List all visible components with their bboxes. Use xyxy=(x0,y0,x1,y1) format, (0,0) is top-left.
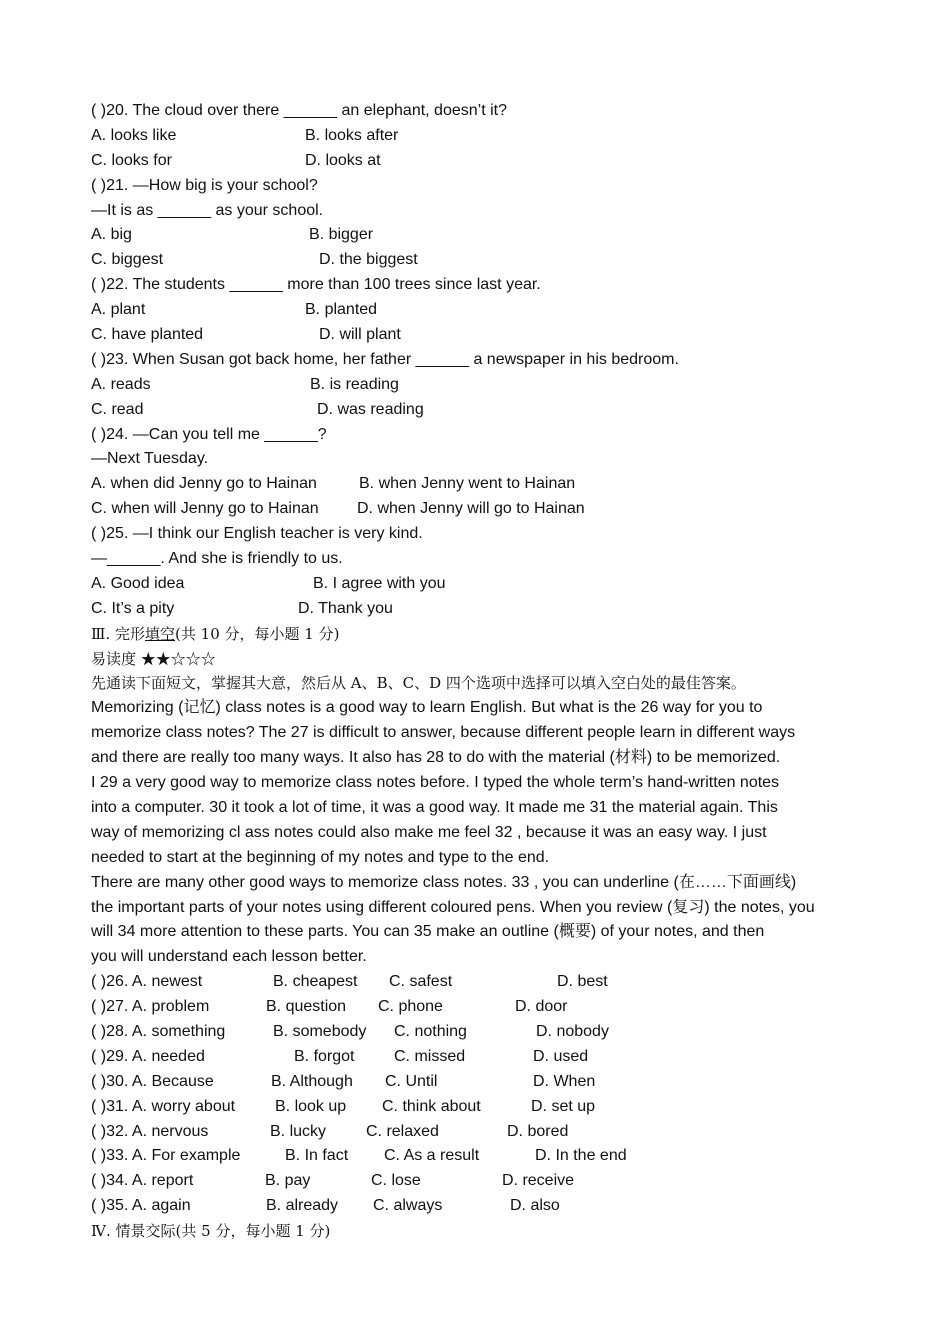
question-21-options-ab xyxy=(91,223,871,248)
option-b: B. bigger xyxy=(309,226,374,244)
cloze-option-c: C. think about xyxy=(382,1097,481,1115)
cloze-option-d: D. bored xyxy=(507,1122,569,1140)
option-c: C. read xyxy=(91,400,144,418)
question-25-options-cd xyxy=(91,597,871,622)
passage-line: needed to start at the beginning of my notes and type to the end. xyxy=(91,848,550,866)
cloze-item-32 xyxy=(91,1120,871,1145)
option-a: A. Good idea xyxy=(91,574,185,592)
option-d: D. looks at xyxy=(305,151,381,169)
question-23-options-cd xyxy=(91,398,871,423)
question-24-stem2: —Next Tuesday. xyxy=(91,450,209,468)
cloze-item-26 xyxy=(91,970,871,995)
difficulty-rating: 易读度 ★★☆☆☆ xyxy=(91,649,216,668)
cloze-option-b: B. already xyxy=(266,1197,339,1215)
question-21-stem: ( )21. —How big is your school? xyxy=(91,176,318,194)
option-c: C. It’s a pity xyxy=(91,599,175,617)
option-b: B. planted xyxy=(305,301,378,319)
cloze-option-a: ( )35. A. again xyxy=(91,1197,191,1215)
option-b: B. I agree with you xyxy=(313,574,446,592)
question-20-stem: ( )20. The cloud over there ______ an elephant, doesn’t it? xyxy=(91,102,507,119)
option-d: D. the biggest xyxy=(319,251,418,269)
option-c: C. have planted xyxy=(91,326,204,344)
option-d: D. when Jenny will go to Hainan xyxy=(357,500,585,518)
cloze-option-b: B. In fact xyxy=(285,1147,349,1165)
cloze-option-a: ( )33. A. For example xyxy=(91,1147,241,1165)
cloze-item-30 xyxy=(91,1070,871,1095)
question-25-options-ab xyxy=(91,572,871,597)
passage-line: into a computer. 30 it took a lot of time, it was a good way. It made me 31 the material again. This xyxy=(91,798,778,816)
question-22-options-ab xyxy=(91,298,871,323)
section-4-heading: Ⅳ. 情景交际(共 5 分，每小题 1 分) xyxy=(91,1222,331,1241)
cloze-item-35 xyxy=(91,1194,871,1219)
cloze-option-c: C. Until xyxy=(385,1072,438,1090)
section-3-instruction: 先通读下面短文，掌握其大意，然后从 A、B、C、D 四个选项中选择可以填入空白处的最佳答案。 xyxy=(91,674,746,693)
cloze-item-34 xyxy=(91,1169,871,1194)
cloze-option-d: D. set up xyxy=(531,1097,596,1115)
cloze-option-c: C. lose xyxy=(371,1172,421,1190)
option-a: A. big xyxy=(91,226,132,244)
option-b: B. when Jenny went to Hainan xyxy=(359,475,576,493)
cloze-option-c: C. safest xyxy=(389,973,453,991)
question-25-stem2: —______. And she is friendly to us. xyxy=(91,550,343,568)
question-22-options-cd xyxy=(91,323,871,348)
cloze-option-a: ( )28. A. something xyxy=(91,1022,226,1040)
passage-line: and there are really too many ways. It also has 28 to do with the material (材料) to be memorized. xyxy=(91,749,781,767)
cloze-option-d: D. also xyxy=(510,1197,560,1215)
question-23-options-ab xyxy=(91,373,871,398)
option-c: C. looks for xyxy=(91,151,172,169)
passage-line: I 29 a very good way to memorize class notes before. I typed the whole term’s hand-written notes xyxy=(91,774,780,792)
option-c: C. biggest xyxy=(91,251,164,269)
cloze-link[interactable]: 填空 xyxy=(145,624,176,643)
question-25-stem: ( )25. —I think our English teacher is very kind. xyxy=(91,525,423,543)
passage-line: memorize class notes? The 27 is difficult to answer, because different people learn in different ways xyxy=(91,724,796,742)
question-24-stem: ( )24. —Can you tell me ______? xyxy=(91,425,327,443)
question-24-options-ab xyxy=(91,472,871,497)
option-a: A. reads xyxy=(91,375,151,393)
question-24-options-cd xyxy=(91,497,871,522)
cloze-option-a: ( )34. A. report xyxy=(91,1172,194,1190)
cloze-option-d: D. receive xyxy=(502,1172,575,1190)
cloze-option-b: B. question xyxy=(266,998,347,1016)
question-20-options-cd xyxy=(91,149,871,174)
cloze-option-d: D. When xyxy=(533,1072,596,1090)
cloze-option-a: ( )32. A. nervous xyxy=(91,1122,209,1140)
cloze-option-a: ( )30. A. Because xyxy=(91,1072,214,1090)
cloze-option-b: B. look up xyxy=(275,1097,347,1115)
cloze-option-c: C. always xyxy=(373,1197,443,1215)
cloze-option-a: ( )31. A. worry about xyxy=(91,1097,236,1115)
option-b: B. is reading xyxy=(310,375,399,393)
cloze-passage xyxy=(91,696,871,970)
question-20-options-ab xyxy=(91,124,871,149)
passage-line: will 34 more attention to these parts. You can 35 make an outline (概要) of your notes, and then xyxy=(91,923,765,941)
cloze-option-b: B. Although xyxy=(271,1072,353,1090)
question-23-stem: ( )23. When Susan got back home, her father ______ a newspaper in his bedroom. xyxy=(91,350,679,368)
option-d: D. was reading xyxy=(317,400,424,418)
cloze-option-c: C. nothing xyxy=(394,1022,467,1040)
cloze-option-c: C. phone xyxy=(378,998,443,1016)
section-3-heading: Ⅲ. 完形填空(共 10 分，每小题 1 分) xyxy=(91,624,340,643)
passage-line: Memorizing (记忆) class notes is a good way to learn English. But what is the 26 way for you to xyxy=(91,699,763,717)
option-b: B. looks after xyxy=(305,126,399,144)
cloze-option-c: C. missed xyxy=(394,1047,466,1065)
cloze-item-27 xyxy=(91,995,871,1020)
cloze-option-a: ( )26. A. newest xyxy=(91,973,203,991)
option-a: A. looks like xyxy=(91,126,177,144)
cloze-option-a: ( )27. A. problem xyxy=(91,998,210,1016)
cloze-option-d: D. best xyxy=(557,973,608,991)
cloze-option-b: B. cheapest xyxy=(273,973,358,991)
cloze-option-d: D. In the end xyxy=(535,1147,627,1165)
question-22-stem: ( )22. The students ______ more than 100 trees since last year. xyxy=(91,276,541,294)
cloze-option-c: C. relaxed xyxy=(366,1122,439,1140)
cloze-option-b: B. pay xyxy=(265,1172,311,1190)
cloze-item-28 xyxy=(91,1020,871,1045)
option-a: A. when did Jenny go to Hainan xyxy=(91,475,317,493)
option-a: A. plant xyxy=(91,301,146,319)
option-c: C. when will Jenny go to Hainan xyxy=(91,500,319,518)
option-d: D. will plant xyxy=(319,326,401,344)
cloze-item-29 xyxy=(91,1045,871,1070)
question-21-options-cd xyxy=(91,248,871,273)
option-d: D. Thank you xyxy=(298,599,393,617)
cloze-option-c: C. As a result xyxy=(384,1147,480,1165)
cloze-option-a: ( )29. A. needed xyxy=(91,1047,205,1065)
cloze-option-b: B. forgot xyxy=(294,1047,355,1065)
cloze-option-d: D. used xyxy=(533,1047,589,1065)
cloze-options-list xyxy=(91,970,871,1219)
cloze-option-d: D. door xyxy=(515,998,568,1016)
passage-line: you will understand each lesson better. xyxy=(91,948,367,966)
cloze-option-b: B. somebody xyxy=(273,1022,367,1040)
passage-line: way of memorizing cl ass notes could also make me feel 32 , because it was an easy way. I just xyxy=(91,823,767,841)
passage-line: There are many other good ways to memorize class notes. 33 , you can underline (在……下面画线) xyxy=(91,873,797,891)
worksheet-page xyxy=(91,99,871,1244)
cloze-item-33 xyxy=(91,1144,871,1169)
passage-line: the important parts of your notes using different coloured pens. When you review (复习) the notes, you xyxy=(91,898,815,916)
cloze-item-31 xyxy=(91,1095,871,1120)
question-21-stem2: —It is as ______ as your school. xyxy=(91,201,324,219)
cloze-option-d: D. nobody xyxy=(536,1022,609,1040)
cloze-option-b: B. lucky xyxy=(270,1122,327,1140)
